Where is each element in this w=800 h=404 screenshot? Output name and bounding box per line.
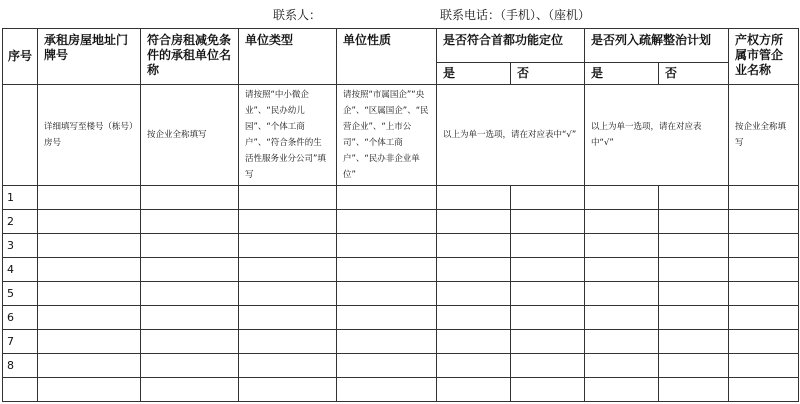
input-cell-owner-company[interactable] — [729, 330, 799, 354]
input-cell-relief-no[interactable] — [659, 330, 729, 354]
input-cell-capital-no[interactable] — [511, 330, 585, 354]
input-cell-unit-type[interactable] — [239, 306, 337, 330]
input-cell-tenant[interactable] — [141, 330, 239, 354]
input-cell-capital-yes[interactable] — [437, 234, 511, 258]
input-cell-owner-company[interactable] — [729, 258, 799, 282]
input-cell-unit-nature[interactable] — [337, 354, 437, 378]
input-cell-capital-yes[interactable] — [437, 186, 511, 210]
row-number: 1 — [3, 186, 38, 210]
input-cell-relief-no[interactable] — [659, 210, 729, 234]
input-cell-relief-yes[interactable] — [585, 330, 659, 354]
input-cell-unit-nature[interactable] — [337, 378, 437, 402]
input-cell-tenant[interactable] — [141, 186, 239, 210]
instruction-relief-plan: 以上为单一选项，请在对应表中“√” — [585, 85, 729, 186]
header-capital-function: 是否符合首都功能定位 — [437, 29, 585, 63]
input-cell-unit-type[interactable] — [239, 330, 337, 354]
input-cell-tenant[interactable] — [141, 282, 239, 306]
input-cell-relief-yes[interactable] — [585, 258, 659, 282]
input-cell-capital-yes[interactable] — [437, 282, 511, 306]
table-row — [3, 330, 799, 354]
input-cell-relief-yes[interactable] — [585, 186, 659, 210]
input-cell-capital-no[interactable] — [511, 234, 585, 258]
row-number: 8 — [3, 354, 38, 378]
input-cell-unit-nature[interactable] — [337, 234, 437, 258]
input-cell-relief-no[interactable] — [659, 306, 729, 330]
input-cell-unit-nature[interactable] — [337, 282, 437, 306]
input-cell-tenant[interactable] — [141, 210, 239, 234]
input-cell-owner-company[interactable] — [729, 378, 799, 402]
header-address: 承租房屋地址门牌号 — [38, 29, 141, 85]
input-cell-owner-company[interactable] — [729, 306, 799, 330]
table-row — [3, 378, 799, 402]
input-cell-tenant[interactable] — [141, 378, 239, 402]
header-seq: 序号 — [3, 29, 38, 85]
input-cell-unit-type[interactable] — [239, 234, 337, 258]
row-number: 7 — [3, 330, 38, 354]
table-row — [3, 354, 799, 378]
input-cell-address[interactable] — [38, 354, 141, 378]
instruction-owner-company: 按企业全称填写 — [729, 85, 799, 186]
input-cell-capital-no[interactable] — [511, 258, 585, 282]
header-unit-type: 单位类型 — [239, 29, 337, 85]
header-owner-company: 产权方所属市管企业名称 — [729, 29, 799, 85]
input-cell-capital-yes[interactable] — [437, 306, 511, 330]
input-cell-relief-yes[interactable] — [585, 282, 659, 306]
input-cell-unit-type[interactable] — [239, 210, 337, 234]
table-row — [3, 282, 799, 306]
input-cell-address[interactable] — [38, 210, 141, 234]
header-relief-yes: 是 — [585, 63, 659, 85]
input-cell-tenant[interactable] — [141, 354, 239, 378]
instruction-unit-nature: 请按照“市属国企”“央企”、“区属国企”、“民营企业”、“上市公司”、“个体工商户”、“民办非企业单位” — [337, 85, 437, 186]
input-cell-capital-yes[interactable] — [437, 258, 511, 282]
input-cell-address[interactable] — [38, 234, 141, 258]
input-cell-relief-no[interactable] — [659, 378, 729, 402]
instruction-tenant: 按企业全称填写 — [141, 85, 239, 186]
data-rows — [3, 186, 799, 402]
input-cell-owner-company[interactable] — [729, 234, 799, 258]
contact-phone-label: 联系电话：（手机）、（座机） — [440, 8, 591, 22]
header-relief-no: 否 — [659, 63, 729, 85]
header-capital-no: 否 — [511, 63, 585, 85]
input-cell-relief-no[interactable] — [659, 234, 729, 258]
table-row — [3, 186, 799, 210]
input-cell-relief-yes[interactable] — [585, 378, 659, 402]
input-cell-relief-yes[interactable] — [585, 234, 659, 258]
input-cell-address[interactable] — [38, 186, 141, 210]
input-cell-capital-no[interactable] — [511, 210, 585, 234]
input-cell-owner-company[interactable] — [729, 186, 799, 210]
table-row — [3, 234, 799, 258]
input-cell-owner-company[interactable] — [729, 282, 799, 306]
instruction-unit-type: 请按照“中小微企业”、“民办幼儿园”、“个体工商户”、“符合条件的生活性服务业分公司”填写 — [239, 85, 337, 186]
row-number: 4 — [3, 258, 38, 282]
input-cell-capital-no[interactable] — [511, 186, 585, 210]
input-cell-unit-nature[interactable] — [337, 330, 437, 354]
input-cell-capital-yes[interactable] — [437, 354, 511, 378]
input-cell-relief-no[interactable] — [659, 258, 729, 282]
input-cell-capital-yes[interactable] — [437, 210, 511, 234]
input-cell-address[interactable] — [38, 258, 141, 282]
header-tenant: 符合房租减免条件的承租单位名称 — [141, 29, 239, 85]
input-cell-address[interactable] — [38, 378, 141, 402]
row-number: 2 — [3, 210, 38, 234]
table-row — [3, 306, 799, 330]
table-row — [3, 258, 799, 282]
input-cell-relief-no[interactable] — [659, 282, 729, 306]
instruction-row — [3, 85, 799, 186]
input-cell-unit-type[interactable] — [239, 282, 337, 306]
input-cell-tenant[interactable] — [141, 306, 239, 330]
contact-person-label: 联系人： — [273, 8, 322, 22]
input-cell-unit-nature[interactable] — [337, 258, 437, 282]
input-cell-capital-no[interactable] — [511, 354, 585, 378]
input-cell-owner-company[interactable] — [729, 210, 799, 234]
header-relief-plan: 是否列入疏解整治计划 — [585, 29, 729, 63]
row-number: 5 — [3, 282, 38, 306]
instruction-address: 详细填写至楼号（栋号）房号 — [38, 85, 141, 186]
input-cell-unit-nature[interactable] — [337, 306, 437, 330]
input-cell-relief-yes[interactable] — [585, 354, 659, 378]
input-cell-tenant[interactable] — [141, 234, 239, 258]
input-cell-relief-no[interactable] — [659, 186, 729, 210]
input-cell-address[interactable] — [38, 282, 141, 306]
input-cell-unit-type[interactable] — [239, 258, 337, 282]
input-cell-unit-nature[interactable] — [337, 210, 437, 234]
instruction-seq-cell — [3, 85, 38, 186]
header-unit-nature: 单位性质 — [337, 29, 437, 85]
input-cell-capital-no[interactable] — [511, 306, 585, 330]
input-cell-unit-type[interactable] — [239, 354, 337, 378]
input-cell-capital-yes[interactable] — [437, 330, 511, 354]
input-cell-relief-yes[interactable] — [585, 306, 659, 330]
input-cell-address[interactable] — [38, 306, 141, 330]
input-cell-relief-yes[interactable] — [585, 210, 659, 234]
input-cell-address[interactable] — [38, 330, 141, 354]
input-cell-capital-no[interactable] — [511, 378, 585, 402]
header-capital-yes: 是 — [437, 63, 511, 85]
table-row — [3, 210, 799, 234]
input-cell-owner-company[interactable] — [729, 354, 799, 378]
input-cell-capital-no[interactable] — [511, 282, 585, 306]
input-cell-unit-type[interactable] — [239, 378, 337, 402]
instruction-capital-function: 以上为单一选项，请在对应表中“√” — [437, 85, 585, 186]
input-cell-relief-no[interactable] — [659, 354, 729, 378]
input-cell-unit-nature[interactable] — [337, 186, 437, 210]
row-number: 3 — [3, 234, 38, 258]
row-number: 6 — [3, 306, 38, 330]
input-cell-tenant[interactable] — [141, 258, 239, 282]
input-cell-capital-yes[interactable] — [437, 378, 511, 402]
rent-reduction-form-table — [2, 28, 799, 402]
input-cell-unit-type[interactable] — [239, 186, 337, 210]
row-number — [3, 378, 38, 402]
